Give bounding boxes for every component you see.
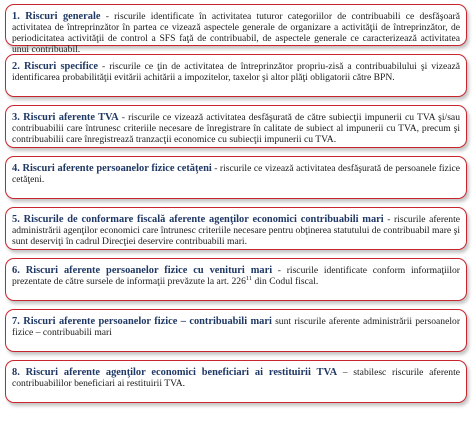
risk-box-high-income [5,258,467,301]
risk-desc-specific: - riscurile ce ţin de activitatea de întreprinzător propriu-zisă a contribuabilului şi vizează identificarea probabilităţii evitării achitării a impozitelor, taxelor şi altor plăţi obligatorii către BPN. [12,61,460,83]
risk-box-vat-refund [5,360,467,403]
risk-box-individual-large-taxpayers [5,309,467,352]
risk-title-specific: 2. Riscuri specifice [12,61,99,72]
risk-box-vat [5,105,467,148]
risk-title-individuals: 4. Riscuri aferente persoanelor fizice cetăţeni [12,163,212,174]
risk-title-vat: 3. Riscuri aferente TVA [12,112,119,123]
risk-desc-vat-refund: – stabilesc riscurile aferente contribuabililor beneficiari ai restituirii TVA. [12,367,460,389]
risk-desc-individual-large-taxpayers: sunt riscurile aferente administrării persoanelor fizice – contribuabili mari [12,316,461,338]
risk-title-large-taxpayers: 5. Riscurile de conformare fiscală aferente agenţilor economici contribuabili mari [12,214,384,225]
risk-desc-high-income-end: din Codul fiscal. [252,276,319,287]
risk-title-high-income: 6. Riscuri aferente persoanelor fizice cu venituri mari [12,265,273,276]
risk-box-large-taxpayers [5,207,467,250]
risk-desc-vat: - riscurile ce vizează activitatea desfăşurată de către subiecţii impunerii cu TVA şi/sau contribuabilii care întrunesc criteriile necesare de înregistrare în calitate de subiect al impunerii cu TVA, precum şi contribuabilii care înregistrează tranzacţii economice cu subiecţii impunerii cu TVA. [12,112,460,145]
risk-title-vat-refund: 8. Riscuri aferente agenţilor economici beneficiari ai restituirii TVA [12,367,338,378]
risk-box-specific [5,54,467,97]
risk-box-general [5,4,467,55]
risk-title-individual-large-taxpayers: 7. Riscuri aferente persoanelor fizice – contribuabili mari [12,316,272,327]
risk-title-general: 1. Riscuri generale [12,11,101,22]
risk-desc-general: - riscurile identificate în activitatea tuturor categoriilor de contribuabili ce desfăşoară activitatea de întreprinzător în partea ce vizează aspectele generale de organizare a activităţii de întreprinzător, de periodicitatea activităţii de control a SFS faţă de contribuabil, de aspectele generale ce caracterizează activitatea unui contribuabil. [12,11,460,55]
risk-desc-high-income-text: - riscurile identificate conform informaţiilor prezentate de către sursele de informaţii prevăzute la art. 226 [12,265,460,287]
risk-box-individuals [5,156,467,199]
article-superscript: 11 [245,274,253,282]
risk-desc-individuals: - riscurile ce vizează activitatea desfăşurată de persoanele fizice cetăţeni. [12,163,461,185]
risk-desc-large-taxpayers: - riscurile aferente administrării agenţilor economici care întrunesc criteriile necesare pentru obţinerea statutului de contribuabil mare şi sunt deserviţi în cadrul Direcţiei deservire contribuabili mari. [12,214,460,247]
risk-categories-list [5,4,467,411]
